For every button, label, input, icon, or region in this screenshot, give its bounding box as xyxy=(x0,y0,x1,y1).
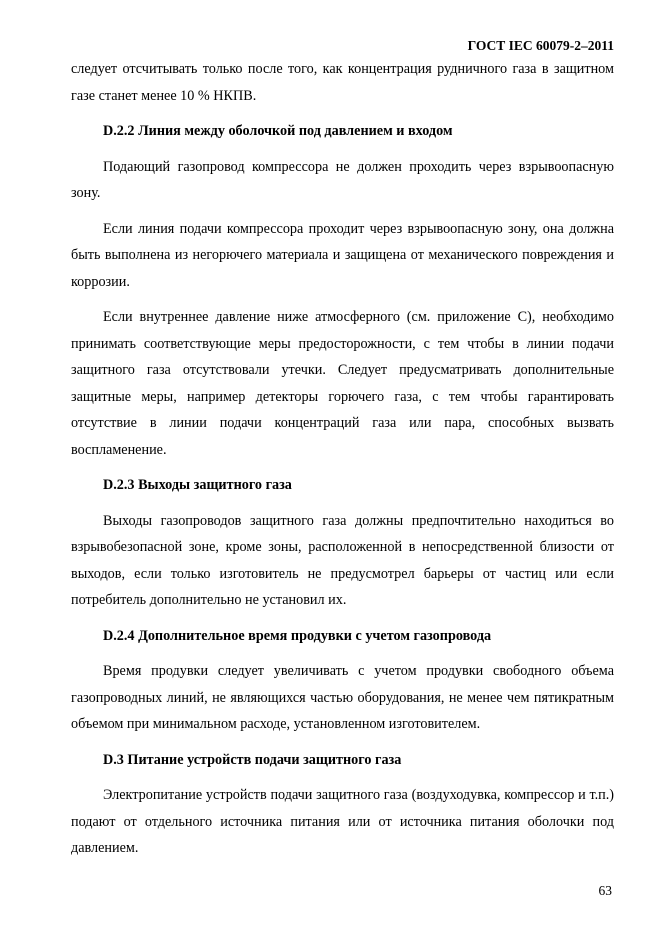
paragraph: Подающий газопровод компрессора не должен проходить через взрывоопасную зону. xyxy=(71,158,614,201)
section-heading-d24: D.2.4 Дополнительное время продувки с учетом газопровода xyxy=(103,627,492,644)
paragraph: Электропитание устройств подачи защитного газа (воздуходувка, компрессор и т.п.) подают от отдельного источника питания или от источника питания оболочки под давлением. xyxy=(71,787,614,856)
paragraph: Выходы газопроводов защитного газа должны предпочтительно находиться во взрывобезопасной зоне, кроме зоны, расположенной в непосредственной близости от выходов, если только изготовитель не предусмотрел барьеры от частиц или если потребитель дополнительно не установил их. xyxy=(71,512,614,608)
continued-paragraph: следует отсчитывать только после того, как концентрация рудничного газа в защитном газе станет менее 10 % НКПВ. xyxy=(71,61,614,104)
section-heading-d23: D.2.3 Выходы защитного газа xyxy=(103,477,292,493)
page-number: 63 xyxy=(598,883,612,898)
section-heading-d3: D.3 Питание устройств подачи защитного газа xyxy=(103,751,402,768)
paragraph: Если внутреннее давление ниже атмосферного (см. приложение С), необходимо принимать соответствующие меры предосторожности, с тем чтобы в линии подачи защитного газа отсутствовали утечки. Следует предусматривать дополнительные защитные меры, например детекторы горючего газа, с тем чтобы гарантировать отсутствие в линии подачи концентраций газа или пара, способных вызвать воспламенение. xyxy=(71,309,614,458)
document-body xyxy=(71,56,614,862)
paragraph: Время продувки следует увеличивать с учетом продувки свободного объема газопроводных линий, не являющихся частью оборудования, не менее чем пятикратным объемом при минимальном расходе, установленном изготовителем. xyxy=(71,663,614,732)
paragraph: Если линия подачи компрессора проходит через взрывоопасную зону, она должна быть выполнена из негорючего материала и защищена от механического повреждения и коррозии. xyxy=(71,220,614,290)
section-heading-d22: D.2.2 Линия между оболочкой под давлением и входом xyxy=(103,123,453,139)
document-header: ГОСТ IEC 60079-2–2011 xyxy=(467,38,614,53)
